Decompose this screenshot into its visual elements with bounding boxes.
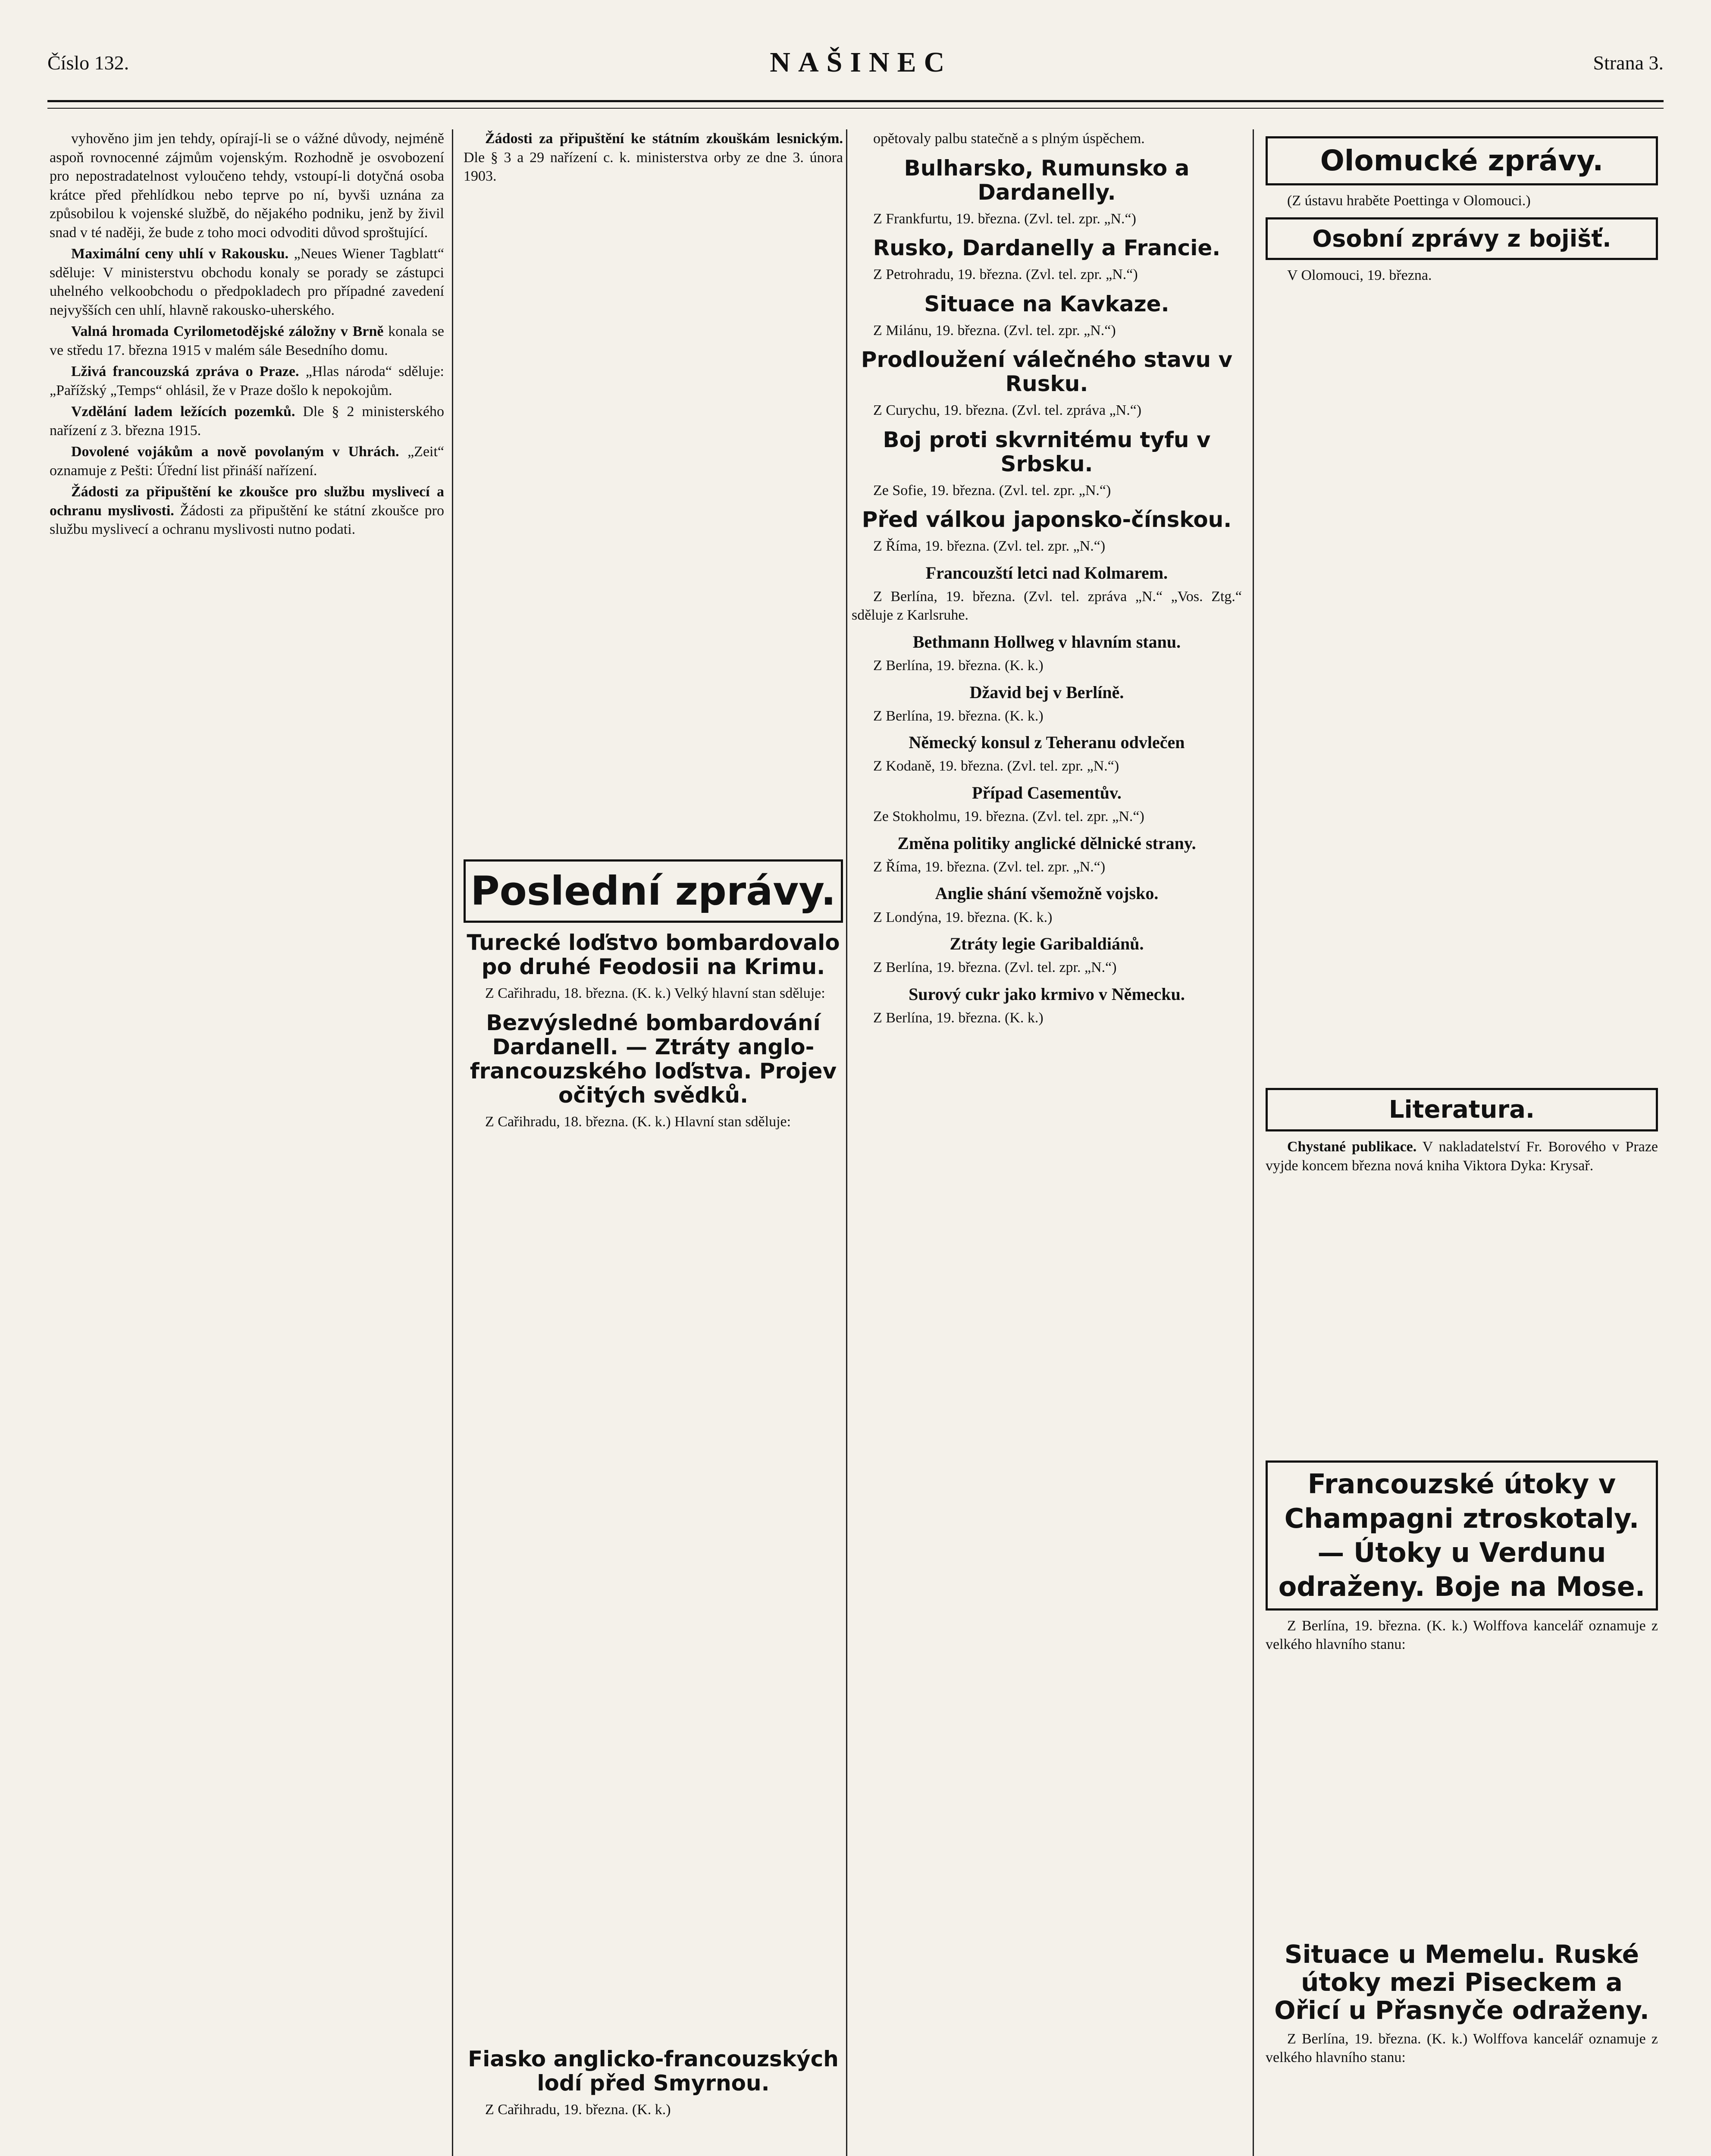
headline: Fiasko anglicko-francouzských lodí před Smyrnou. (468, 2046, 839, 2096)
column-gap (464, 188, 843, 852)
page-number: Strana 3. (1593, 51, 1664, 74)
article-text: Z Berlína, 19. března. (K. k.) (873, 708, 1044, 724)
article-lead: Lživá francouzská zpráva o Praze. (71, 364, 299, 380)
article-text: Ze Sofie, 19. března. (Zvl. tel. zpr. „N.“) (873, 482, 1111, 498)
article-text: Z Berlína, 19. března. (K. k.) Wolffova kancelář oznamuje z velkého hlavního stanu: (1266, 1617, 1658, 1653)
article-text: (Z ústavu hraběte Poettinga v Olomouci.) (1287, 193, 1531, 209)
headline: Turecké loďstvo bombardovalo po druhé Feodosii na Krimu. (467, 930, 840, 980)
article-text: „Neues Wiener Tagblatt“ sděluje: V ministerstvu obchodu konaly se porady se zástupci uhelného velkoobchodu o předpokladech pro případné zavedení nejvyšších cen uhlí, hlavně rakousko-uherského. (50, 246, 444, 318)
article-text: Z Londýna, 19. března. (K. k.) (873, 909, 1053, 925)
article-text: V nakladatelství Fr. Borového v Praze vyjde koncem března nová kniha Viktora Dyka: Krysař. (1266, 1139, 1658, 1174)
column-divider (1253, 129, 1254, 2156)
column-4 (1266, 129, 1658, 2156)
issue-number: Číslo 132. (47, 51, 129, 74)
article-text: Z Cařihradu, 18. března. (K. k.) Velký hlavní stan sděluje: (485, 985, 825, 1002)
article-text: Dle § 2 ministerského nařízení z 3. března 1915. (50, 404, 444, 439)
column-divider (846, 129, 847, 2156)
headline: Situace na Kavkaze. (924, 291, 1169, 317)
headline: Anglie shání všemožně vojsko. (935, 884, 1159, 903)
column-gap (1266, 1178, 1658, 1454)
article-text: konala se ve středu 17. března 1915 v malém sále Besedního domu. (50, 323, 444, 358)
article (50, 442, 444, 480)
headline: Džavid bej v Berlíně. (969, 682, 1124, 702)
article-text: Z Curychu, 19. března. (Zvl. tel. zpráva „N.“) (873, 402, 1142, 419)
running-head (47, 30, 1664, 95)
headline: Případ Casementův. (972, 783, 1122, 802)
column-2 (464, 129, 843, 2156)
article-lead: Maximální ceny uhlí v Rakousku. (71, 246, 289, 262)
header-rule-thin (47, 108, 1664, 109)
article-text: Dle § 3 a 29 nařízení c. k. ministerstva orby ze dne 3. února 1903. (464, 149, 843, 185)
article-text: Z Milánu, 19. března. (Zvl. tel. zpr. „N.“) (873, 322, 1116, 338)
headline: Surový cukr jako krmivo v Německu. (909, 984, 1185, 1004)
article-text: vyhověno jim jen tehdy, opírají-li se o vážné důvody, nejméně aspoň rovnocenné zájmům vojenským. Rozhodně je osvobození pro nepostradatelnost vyloučeno tehdy, vstoupí-li dotyčná osoba krátce před přehlídkou nebo teprve po ní, byvši uznána za způsobilou k vojenské službě, do nějakého podniku, jenž by živil snad v té naději, že bude z toho moci odvoditi důvod sproštující. (50, 131, 444, 241)
article-text: Ze Stokholmu, 19. března. (Zvl. tel. zpr. „N.“) (873, 808, 1144, 825)
article-text: Z Berlína, 19. března. (Zvl. tel. zpráva „N.“ „Vos. Ztg.“ sděluje z Karlsruhe. (852, 588, 1242, 624)
paper-title: NAŠINEC (770, 47, 953, 78)
headline: Německý konsul z Teheranu odvlečen (909, 733, 1185, 752)
article (50, 244, 444, 320)
article (50, 362, 444, 400)
article-text: Z Frankfurtu, 19. března. (Zvl. tel. zpr. „N.“) (873, 210, 1136, 227)
article (1266, 1138, 1658, 1175)
article-text: Z Říma, 19. března. (Zvl. tel. zpr. „N.“) (873, 538, 1106, 555)
article-text: Z Cařihradu, 19. března. (K. k.) (485, 2102, 671, 2118)
headline: Bulharsko, Rumunsko a Dardanelly. (904, 155, 1190, 205)
article (50, 402, 444, 440)
headline: Boj proti skvrnitému tyfu v Srbsku. (883, 427, 1211, 476)
headline: Francouzští letci nad Kolmarem. (925, 563, 1168, 583)
headline: Situace u Memelu. Ruské útoky mezi Piseckem a Ořicí u Přasnyče odraženy. (1274, 1939, 1649, 2025)
article-lead: Žádosti za připuštění ke zkoušce pro službu myslivecí a ochranu myslivosti. (50, 484, 444, 519)
column-gap (1266, 1657, 1658, 1933)
article-text: Z Berlína, 19. března. (K. k.) (873, 1009, 1044, 1026)
section-banner: Francouzské útoky v Champagni ztroskotaly. — Útoky u Verdunu odraženy. Boje na Mose. (1266, 1460, 1658, 1610)
column-divider (452, 129, 453, 2156)
article-lead: Chystané publikace. (1287, 1139, 1417, 1155)
article-lead: Vzdělání ladem ležících pozemků. (71, 404, 295, 420)
headline: Rusko, Dardanelly a Francie. (873, 235, 1221, 261)
article-text: V Olomouci, 19. března. (1287, 267, 1432, 284)
article-text: opětovaly palbu statečně a s plným úspěchem. (873, 131, 1145, 147)
section-banner: Literatura. (1266, 1088, 1658, 1132)
column-3 (852, 129, 1242, 2156)
headline: Před válkou japonsko-čínskou. (862, 507, 1232, 533)
article-text: „Zeit“ oznamuje z Pešti: Úřední list přináší nařízení. (50, 444, 444, 479)
article-text: Žádosti za připuštění ke státní zkoušce pro službu myslivecí a ochranu myslivosti nutno podati. (50, 502, 444, 538)
header-rule (47, 100, 1664, 102)
headline: Změna politiky anglické dělnické strany. (897, 833, 1196, 853)
article-text: Z Berlína, 19. března. (K. k.) (873, 658, 1044, 674)
headline: Bezvýsledné bombardování Dardanell. — Ztráty anglo-francouzského loďstva. Projev očitých svědků. (470, 1010, 837, 1108)
headline: Prodloužení válečného stavu v Rusku. (861, 347, 1233, 397)
headline: Ztráty legie Garibaldiánů. (950, 934, 1144, 954)
article-text: „Hlas národa“ sděluje: „Pařížský „Temps“ ohlásil, že v Praze došlo k nepokojům. (50, 364, 444, 398)
article-text: Z Cařihradu, 18. března. (K. k.) Hlavní stan sděluje: (485, 1113, 791, 1130)
section-banner: Osobní zprávy z bojišť. (1266, 217, 1658, 260)
article-text: Z Petrohradu, 19. března. (Zvl. tel. zpr. „N.“) (873, 266, 1138, 283)
article-text: Z Berlína, 19. března. (K. k.) Wolffova kancelář oznamuje z velkého hlavního stanu: (1266, 2031, 1658, 2066)
article (50, 322, 444, 360)
section-banner: Olomucké zprávy. (1266, 136, 1658, 185)
article (464, 129, 843, 186)
article-text: Z Berlína, 19. března. (Zvl. tel. zpr. „N.“) (873, 959, 1117, 976)
section-banner: Poslední zprávy. (464, 859, 843, 923)
article-text: Z Říma, 19. března. (Zvl. tel. zpr. „N.“) (873, 859, 1106, 875)
column-gap (464, 1134, 843, 2039)
article-text: Z Kodaně, 19. března. (Zvl. tel. zpr. „N.“) (873, 758, 1119, 774)
article-lead: Dovolené vojákům a nově povolaným v Uhrách. (71, 444, 399, 460)
article-lead: Žádosti za připuštění ke státním zkouškám lesnickým. (485, 131, 843, 147)
column-1 (50, 129, 444, 2156)
article-lead: Valná hromada Cyrilometodějské záložny v Brně (71, 323, 384, 340)
headline: Bethmann Hollweg v hlavním stanu. (912, 632, 1181, 652)
article (50, 483, 444, 539)
column-gap (1266, 288, 1658, 1081)
